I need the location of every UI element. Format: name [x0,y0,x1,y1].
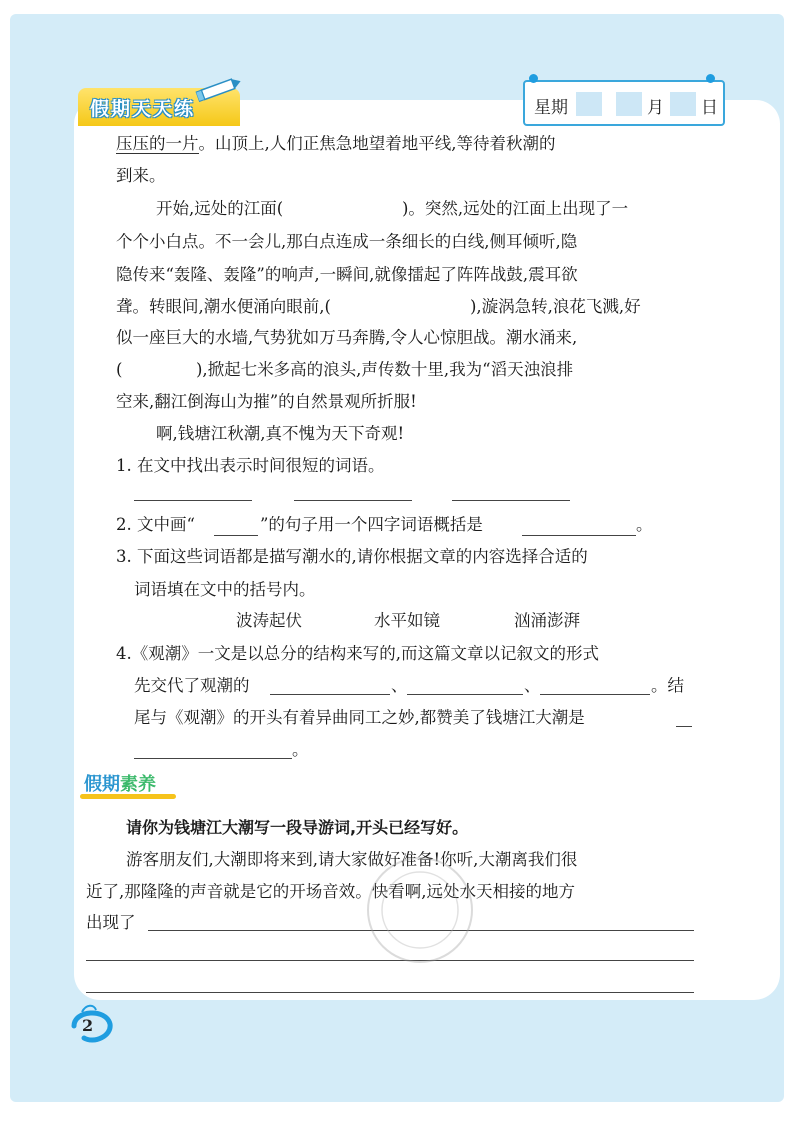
answer-blank[interactable] [522,535,636,536]
page-number: 2 [82,1016,94,1035]
writing-line[interactable] [86,992,694,993]
pin-icon [706,74,715,83]
section-paragraph: 出现了 [86,913,136,932]
answer-blank[interactable] [134,758,292,759]
question-1: 1. 在文中找出表示时间很短的词语。 [116,456,385,475]
month-field[interactable] [616,92,642,116]
question-2-part: ”的句子用一个四字词语概括是 [260,515,483,534]
answer-blank[interactable] [452,500,570,501]
underlined-phrase: 压压的一片 [116,134,199,153]
question-2-part: 。 [636,515,653,534]
question-3: 3. 下面这些词语都是描写潮水的,请你根据文章的内容选择合适的 [116,547,588,566]
passage-line: 似一座巨大的水墙,气势犹如万马奔腾,令人心惊胆战。潮水涌来, [116,328,578,347]
separator: 、 [524,676,541,695]
answer-blank[interactable] [540,694,650,695]
answer-blank[interactable] [270,694,390,695]
answer-blank[interactable] [407,694,523,695]
watermark-stamp [340,850,500,980]
answer-blank[interactable] [676,726,692,727]
answer-blank[interactable] [294,500,412,501]
word-option: 水平如镜 [374,611,440,630]
month-label: 月 [647,98,664,118]
passage-line: 个个小白点。不一会儿,那白点连成一条细长的白线,侧耳倾听,隐 [116,232,578,251]
passage-line: ),漩涡急转,浪花飞溅,好 [470,297,641,316]
passage-line: 啊,钱塘江秋潮,真不愧为天下奇观! [156,424,405,443]
question-4: 先交代了观潮的 [134,676,250,695]
section-prompt: 请你为钱塘江大潮写一段导游词,开头已经写好。 [126,818,469,837]
passage-line: 开始,远处的江面( [156,199,284,218]
question-4: 。 [292,740,309,759]
passage-line: 压压的一片。山顶上,人们正焦急地望着地平线,等待着秋潮的 [116,134,556,153]
section-paragraph: 游客朋友们,大潮即将来到,请大家做好准备!你听,大潮离我们很 [126,850,578,869]
passage-line: )。突然,远处的江面上出现了一 [402,199,629,218]
passage-line: 隐传来“轰隆、轰隆”的响声,一瞬间,就像擂起了阵阵战鼓,震耳欲 [116,265,578,284]
question-4: 4.《观潮》一文是以总分的结构来写的,而这篇文章以记叙文的形式 [116,644,599,663]
word-option: 汹涌澎湃 [514,611,580,630]
answer-blank[interactable] [134,500,252,501]
pin-icon [529,74,538,83]
section-paragraph: 近了,那隆隆的声音就是它的开场音效。快看啊,远处水天相接的地方 [86,882,575,901]
passage-line: 到来。 [116,166,166,185]
weekday-field[interactable] [576,92,602,116]
day-label: 日 [701,98,718,118]
underline-sample [214,535,258,536]
weekday-label: 星期 [534,98,568,118]
separator: 、 [391,676,408,695]
question-4: 尾与《观潮》的开头有着异曲同工之妙,都赞美了钱塘江大潮是 [134,708,585,727]
page-header-title: 假期天天练 [90,98,196,120]
passage-line: 空来,翻江倒海山为摧”的自然景观所折服! [116,392,417,411]
passage-line: ( [116,360,123,379]
day-field[interactable] [670,92,696,116]
question-2-part: 2. 文中画“ [116,515,195,534]
question-4: 。结 [651,676,684,695]
word-option: 波涛起伏 [236,611,302,630]
passage-line: ),掀起七米多高的浪头,声传数十里,我为“滔天浊浪排 [196,360,574,379]
question-3: 词语填在文中的括号内。 [134,580,316,599]
passage-line: 聋。转眼间,潮水便涌向眼前,( [116,297,331,316]
section-title: 假期素养 [84,774,156,795]
